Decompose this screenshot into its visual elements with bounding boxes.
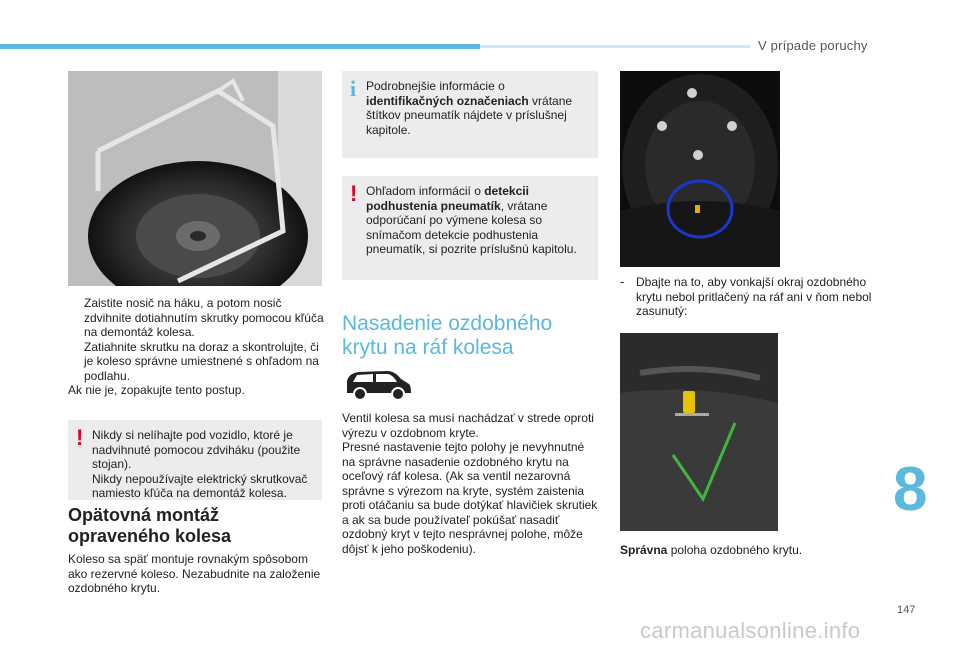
warning-text-post: , vrátane odporúčaní po výmene kolesa so snímačom detekcie podhustenia pneumatík, si pozrite príslušnú kapitolu. bbox=[366, 198, 577, 256]
bullet-text: Zaistite nosič na háku, a potom nosič zdvihnite dotiahnutím skrutky pomocou kľúča na demontáž kolesa. bbox=[84, 296, 324, 339]
caption-bold: Správna bbox=[620, 543, 668, 557]
refit-paragraph: Koleso sa späť montuje rovnakým spôsobom ako rezervné koleso. Nezabudnite na založenie ozdobného krytu. bbox=[68, 552, 321, 595]
info-icon: i bbox=[350, 76, 357, 101]
heading-line: Opätovná montáž bbox=[68, 505, 220, 525]
heading-line: krytu na ráf kolesa bbox=[342, 336, 514, 359]
dash-marker: - bbox=[620, 275, 625, 289]
list-item bbox=[620, 275, 878, 319]
info-text-bold: identifikačných označeniach bbox=[366, 93, 529, 108]
wheel-rim-photo bbox=[620, 71, 780, 267]
warning-text-2: Nikdy nepoužívajte elektrický skrutkovač namiesto kľúča na demontáž kolesa. bbox=[92, 471, 308, 500]
vehicle-silhouette-icon bbox=[343, 367, 413, 403]
info-text-pre: Podrobnejšie informácie o bbox=[366, 79, 505, 93]
section-heading-refit bbox=[68, 505, 326, 547]
heading-line: opraveného kolesa bbox=[68, 526, 232, 546]
caption-text: poloha ozdobného krytu. bbox=[667, 543, 803, 557]
list-item bbox=[68, 340, 326, 384]
hubcap-paragraph-1: Ventil kolesa sa musí nachádzať v strede oproti výrezu v ozdobnom kryte. bbox=[342, 411, 594, 440]
header-accent-bar bbox=[0, 44, 480, 49]
heading-line: Nasadenie ozdobného bbox=[342, 312, 553, 335]
watermark: carmanualsonline.info bbox=[640, 618, 861, 643]
wheel-rim-illustration bbox=[620, 71, 780, 267]
warning-text-1: Nikdy si nelíhajte pod vozidlo, ktoré je nadvihnuté pomocou zdviháku (použite stojan). bbox=[92, 428, 301, 471]
repeat-instruction: Ak nie je, zopakujte tento postup. bbox=[68, 383, 245, 397]
warning-box-jack bbox=[68, 420, 322, 500]
hubcap-correct-illustration bbox=[620, 333, 778, 531]
warning-box-pressure bbox=[342, 176, 598, 280]
hubcap-caption bbox=[620, 543, 878, 558]
section-heading-hubcap bbox=[342, 312, 600, 360]
warning-text-pre: Ohľadom informácií o bbox=[366, 184, 485, 198]
warning-exclamation-icon: ! bbox=[350, 181, 358, 206]
procedure-bullet-list bbox=[68, 296, 326, 398]
hubcap-correct-photo bbox=[620, 333, 778, 531]
hubcap-dash-list bbox=[620, 275, 878, 319]
info-box-identification bbox=[342, 71, 598, 158]
warning-text-bold: detekcii podhustenia pneumatík bbox=[366, 184, 529, 213]
warning-exclamation-icon: ! bbox=[76, 425, 84, 450]
header-accent-bar-light bbox=[480, 45, 750, 48]
bullet-text: Zatiahnite skrutku na doraz a skontrolujte, či je koleso správne umiestnené s ohľadom na podlahu. bbox=[84, 339, 319, 383]
info-text-post: vrátane štítkov pneumatík nájdete v príslušnej kapitole. bbox=[366, 93, 573, 137]
dash-text: Dbajte na to, aby vonkajší okraj ozdobného krytu nebol pritlačený na ráf ani v ňom nebol zasunutý: bbox=[636, 275, 872, 318]
spare-wheel-carrier-photo bbox=[68, 71, 322, 286]
chapter-number: 8 bbox=[893, 455, 928, 524]
list-item bbox=[68, 296, 326, 340]
page-number: 147 bbox=[897, 604, 916, 616]
spare-wheel-illustration bbox=[68, 71, 322, 286]
page-section-title: V prípade poruchy bbox=[758, 38, 868, 53]
hubcap-paragraph-2: Presné nastavenie tejto polohy je nevyhnutné na správne nasadenie ozdobného krytu na oceľový ráf kolesa. (Ak sa ventil nezarovná správne s výrezom na kryte, systém zaistenia proti otáčaniu sa bude dotýkať hlavičiek skrutiek a ak sa bude používateľ pokúšať nasadiť ozdobný kryt v tejto nesprávnej polohe, môže dôjsť k jeho poškodeniu). bbox=[342, 440, 598, 556]
